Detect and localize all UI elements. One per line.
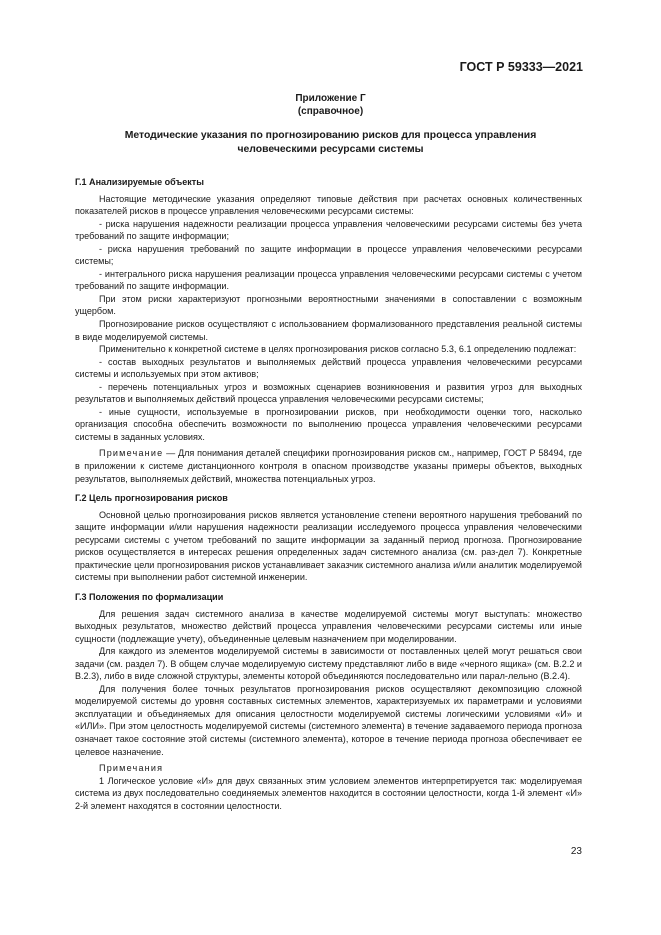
note-label: Примечание <box>99 448 164 459</box>
paragraph: Основной целью прогнозирования рисков является установление степени вероятного нарушения требований по защите информации и/или нарушения надежности реализации исследуемого процесса управления человеческими ресурсами системы с учетом требований по защите информации за заданный период прогноза. Прогнозирование рисков осуществляется в интересах решения определенных задач системного анализа (см. раз-дел 7). Конкретные практические цели прогнозирования рисков устанавливает заказчик системного анализа и/или аналитик моделируемой системы при выполнении работ системной инженерии. <box>75 509 582 583</box>
paragraph: Для получения более точных результатов прогнозирования рисков осуществляют декомпозицию сложной моделируемой системы до уровня составных системных элементов, характеризуемых их параметрами и условиями эксплуатации и объединяемых для описания целостности моделируемой системы логическими условиями «И» и «ИЛИ». При этом целостность моделируемой системы (системного элемента) в течение задаваемого периода прогноза означает такое состояние этой системы (системного элемента), которое в течение периода прогноза обеспечивает ее целевое назначение. <box>75 683 582 757</box>
note-item: 1 Логическое условие «И» для двух связанных этим условием элементов интерпретируется так: моделируемая система из двух последовательно соединяемых элементов находится в состоянии целостности, когда 1-й элемент «И» 2-й элемент находятся в состоянии целостности. <box>75 775 582 811</box>
paragraph: Для решения задач системного анализа в качестве моделируемой системы могут выступать: множество выходных результатов, множество действий процесса управления человеческими ресурсами системы или иные сущности (подлежащие учету), объединенные целевым назначением при моделировании. <box>75 608 582 644</box>
list-item: - интегрального риска нарушения реализации процесса управления человеческими ресурсами системы с учетом требований по защите информации. <box>75 268 582 292</box>
appendix-heading <box>0 92 661 118</box>
paragraph: Настоящие методические указания определяют типовые действия при расчетах основных количественных показателей рисков в процессе управления человеческими ресурсами системы: <box>75 193 582 217</box>
title-line-2: человеческими ресурсами системы <box>237 144 424 155</box>
appendix-title: Приложение Г <box>295 93 366 104</box>
list-item: - иные сущности, используемые в прогнозировании рисков, при необходимости оценки того, насколько организация способна обеспечить возможности по выполнению процесса управления человеческими ресурсами системы в заданных условиях. <box>75 406 582 442</box>
page-number: 23 <box>570 846 582 857</box>
list-item: - состав выходных результатов и выполняемых действий процесса управления человеческими ресурсами системы и используемых при этом активов; <box>75 356 582 380</box>
document-body <box>75 176 582 812</box>
list-item: - перечень потенциальных угроз и возможных сценариев возникновения и развития угроз для выходных результатов и выполняемых действий процесса управления человеческими ресурсами системы; <box>75 381 582 405</box>
list-item: - риска нарушения надежности реализации процесса управления человеческими ресурсами системы без учета требований по защите информации; <box>75 218 582 242</box>
section-heading-g2: Г.2 Цель прогнозирования рисков <box>75 493 228 504</box>
paragraph: Прогнозирование рисков осуществляют с использованием формализованного представления реальной системы в виде моделируемой системы. <box>75 319 582 342</box>
appendix-subtitle: (справочное) <box>297 106 364 117</box>
note <box>75 447 582 485</box>
list-item: - риска нарушения требований по защите информации в процессе управления человеческими ресурсами системы; <box>75 243 582 267</box>
section-heading-g1: Г.1 Анализируемые объекты <box>75 177 204 187</box>
document-code: ГОСТ Р 59333—2021 <box>459 60 583 74</box>
title-line-1: Методические указания по прогнозированию рисков для процесса управления <box>124 130 537 141</box>
notes-label: Примечания <box>99 763 164 774</box>
paragraph: При этом риски характеризуют прогнозными вероятностными значениями в сопоставлении с возможным ущербом. <box>75 293 582 317</box>
note-text: — Для понимания деталей специфики прогнозирования рисков см., например, ГОСТ Р 58494, где в приложении к системе дистанционного контроля в опасном производстве указаны примеры объектов, выходных результатов, выполняемых действий, множества потенциальных угроз. <box>75 448 582 484</box>
appendix-main-title <box>70 129 591 157</box>
section-heading-g3: Г.3 Положения по формализации <box>75 591 224 602</box>
paragraph: Для каждого из элементов моделируемой системы в зависимости от поставленных целей могут решаться свои задачи (см. раздел 7). В общем случае моделируемую систему представляют либо в виде «черного ящика» (см. В.2.2 и В.2.3), либо в виде сложной структуры, элементы которой объединяются последовательно или парал-лельно (В.2.4). <box>75 646 582 682</box>
paragraph: Применительно к конкретной системе в целях прогнозирования рисков согласно 5.3, 6.1 определению подлежат: <box>99 344 577 355</box>
